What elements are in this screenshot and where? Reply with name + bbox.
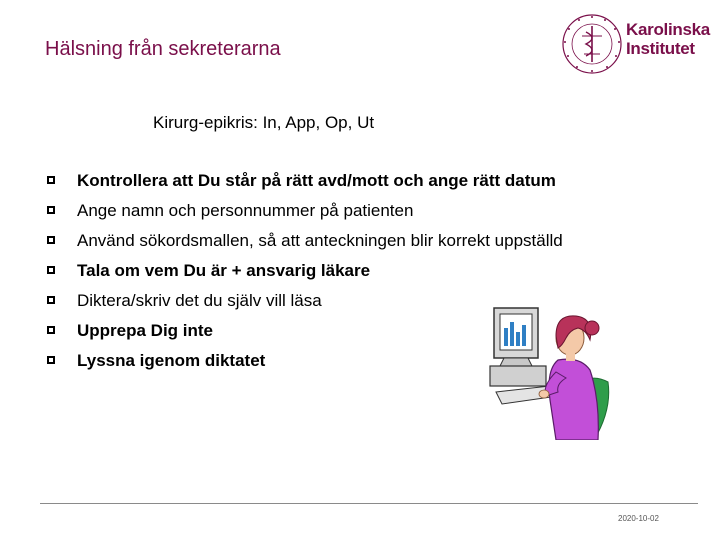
bullet-text: Upprepa Dig inte [77, 321, 214, 340]
bullet-item [46, 170, 586, 191]
bullet-text: Diktera/skriv det du själv vill läsa [77, 291, 322, 310]
slide-subtitle: Kirurg-epikris: In, App, Op, Ut [153, 113, 375, 132]
square-bullet-icon [47, 326, 55, 334]
logo-line-2: Institutet [626, 39, 695, 58]
logo-wordmark [626, 20, 710, 58]
footer-date: 2020-10-02 [618, 514, 659, 523]
bullet-text: Använd sökordsmallen, så att anteckningen blir korrekt uppställd [77, 231, 563, 250]
square-bullet-icon [47, 236, 55, 244]
footer-divider [40, 503, 698, 504]
square-bullet-icon [47, 296, 55, 304]
bullet-item [46, 230, 586, 251]
woman-at-computer-icon [486, 300, 616, 440]
bullet-item [46, 200, 586, 221]
bullet-text: Ange namn och personnummer på patienten [77, 201, 414, 220]
bullet-text: Lyssna igenom diktatet [77, 351, 266, 370]
bullet-item [46, 260, 586, 281]
square-bullet-icon [47, 176, 55, 184]
bullet-text: Kontrollera att Du står på rätt avd/mott och ange rätt datum [77, 171, 556, 190]
logo-line-1: Karolinska [626, 20, 710, 39]
square-bullet-icon [47, 356, 55, 364]
slide-title: Hälsning från sekreterarna [45, 38, 281, 60]
bullet-text: Tala om vem Du är + ansvarig läkare [77, 261, 371, 280]
square-bullet-icon [47, 266, 55, 274]
square-bullet-icon [47, 206, 55, 214]
